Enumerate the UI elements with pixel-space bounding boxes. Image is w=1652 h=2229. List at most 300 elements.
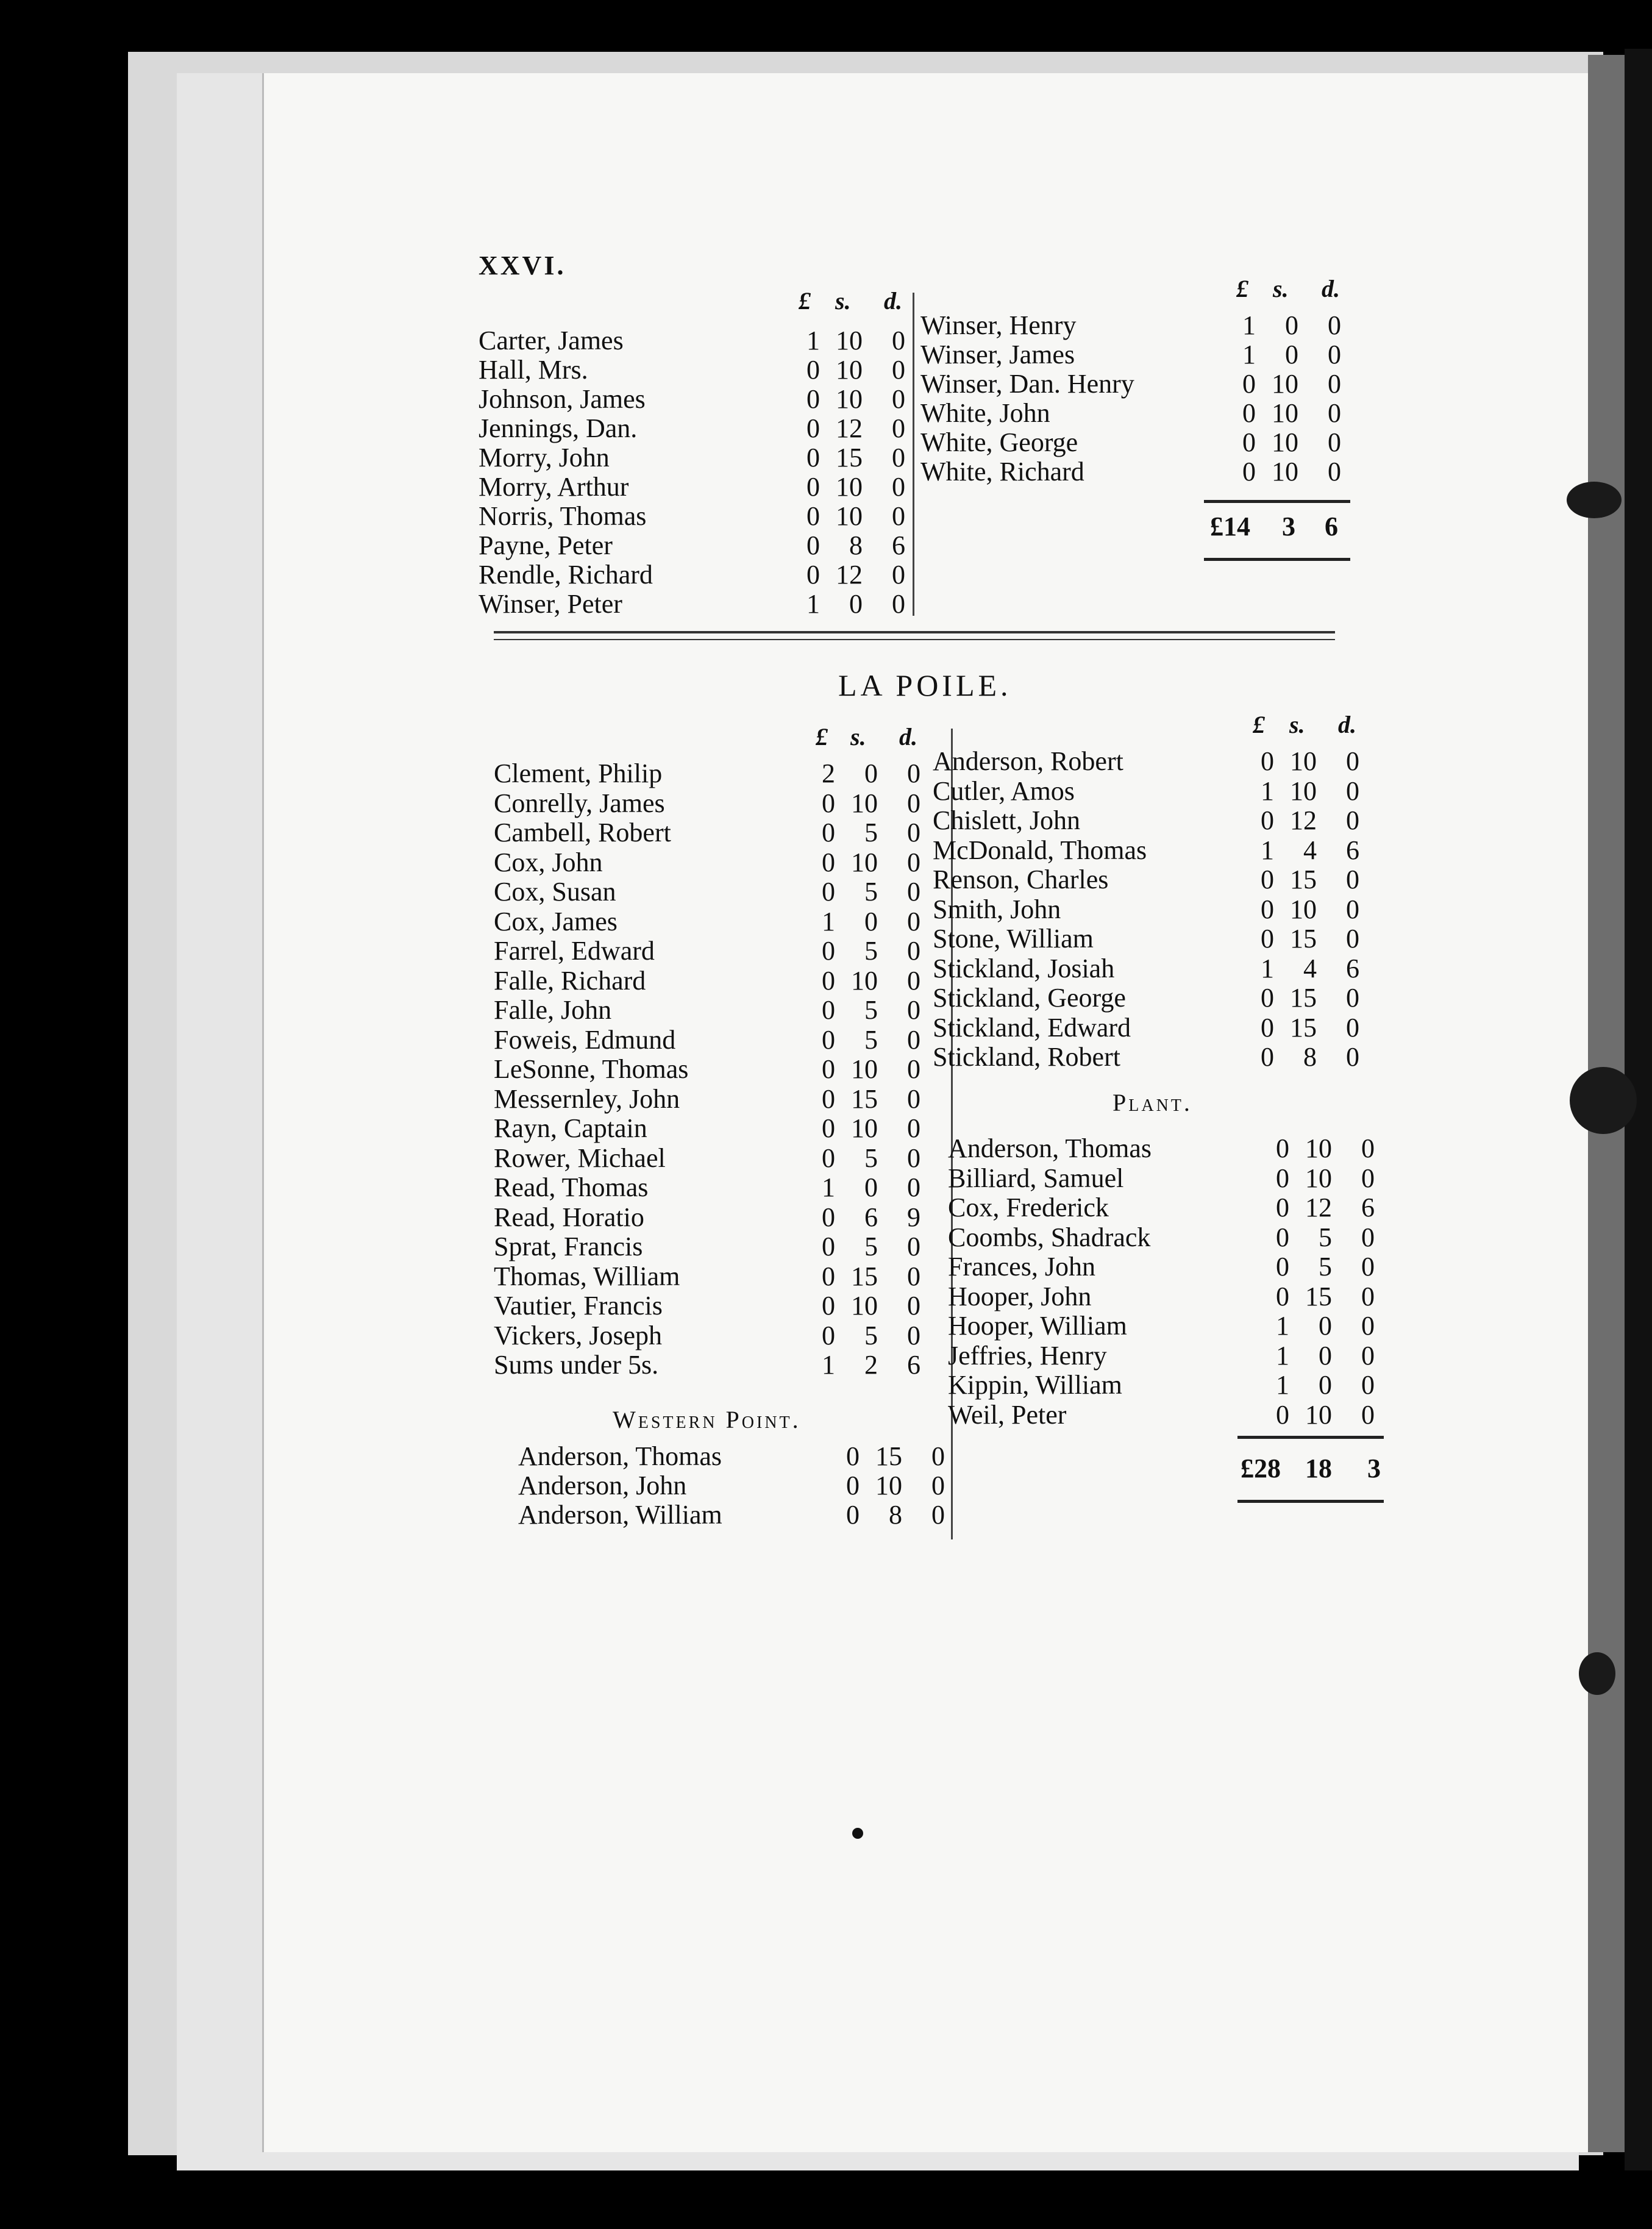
amount-shillings: 0 — [1319, 1340, 1332, 1371]
entry-name: Cox, Susan — [494, 877, 616, 907]
amount-pence: 0 — [1361, 1281, 1375, 1311]
section-divider — [494, 631, 1335, 633]
amount-pounds: 0 — [1242, 369, 1256, 399]
entry-name: Cox, John — [494, 847, 603, 877]
amount-shillings: 10 — [1272, 427, 1298, 457]
entry-name: Jennings, Dan. — [479, 413, 638, 443]
amount-shillings: 5 — [864, 1232, 878, 1261]
entry-amount — [1265, 1311, 1375, 1341]
amount-shillings: 10 — [1272, 369, 1298, 399]
amount-pounds: 0 — [1242, 457, 1256, 487]
amount-shillings: 10 — [836, 326, 863, 355]
amount-shillings: 5 — [864, 936, 878, 966]
entry-name: Cambell, Robert — [494, 818, 671, 847]
entry-amount — [796, 502, 905, 531]
amount-pence: 0 — [907, 1143, 920, 1173]
entry-name: Coombs, Shadrack — [948, 1222, 1151, 1252]
entry-name: Sprat, Francis — [494, 1232, 643, 1261]
total-rule — [1204, 558, 1350, 561]
amount-shillings: 10 — [851, 965, 878, 996]
amount-pence: 0 — [1346, 1012, 1359, 1043]
entry-amount — [1231, 399, 1341, 428]
pence-heading: d. — [899, 723, 917, 751]
amount-pounds: 1 — [822, 1350, 835, 1380]
entry-amount — [796, 385, 905, 414]
amount-shillings: 10 — [875, 1471, 902, 1500]
entry-name: Stone, William — [933, 924, 1094, 954]
amount-pence: 0 — [907, 965, 920, 996]
ink-speck — [852, 1828, 863, 1839]
entry-name: Carter, James — [479, 326, 624, 355]
amount-shillings: 0 — [1285, 310, 1298, 340]
entry-amount — [1250, 865, 1359, 894]
entry-name: Vickers, Joseph — [494, 1320, 662, 1350]
amount-shillings: 10 — [836, 501, 863, 531]
entry-amount — [835, 1471, 945, 1500]
amount-shillings: 5 — [1319, 1252, 1332, 1282]
amount-shillings: 15 — [875, 1441, 902, 1471]
entry-name: Read, Horatio — [494, 1202, 644, 1232]
entry-amount — [1231, 369, 1341, 399]
amount-pounds: 0 — [846, 1471, 860, 1500]
entry-name: Messernley, John — [494, 1083, 680, 1114]
entry-amount — [1250, 836, 1359, 865]
entry-name: Jeffries, Henry — [948, 1340, 1107, 1371]
entry-amount — [811, 1232, 920, 1261]
amount-pounds: 0 — [822, 1202, 835, 1232]
entry-name: Johnson, James — [479, 384, 646, 414]
pounds-heading: £ — [1236, 275, 1248, 302]
entry-name: Frances, John — [948, 1252, 1095, 1282]
amount-pence: 6 — [1346, 953, 1359, 983]
entry-name: Stickland, George — [933, 983, 1126, 1013]
amount-pounds: 0 — [822, 1232, 835, 1261]
entry-amount — [1265, 1193, 1375, 1222]
amount-shillings: 5 — [864, 1024, 878, 1055]
amount-pence: 0 — [892, 589, 905, 619]
amount-pounds: 1 — [1276, 1340, 1289, 1371]
entry-amount — [1231, 428, 1341, 457]
entry-name: Smith, John — [933, 894, 1061, 924]
entry-amount — [796, 414, 905, 443]
amount-pounds: 0 — [822, 995, 835, 1025]
amount-pence: 0 — [1361, 1311, 1375, 1341]
entry-amount — [811, 907, 920, 936]
amount-pence: 0 — [907, 1291, 920, 1321]
amount-shillings: 10 — [1272, 457, 1298, 487]
entry-amount — [811, 1025, 920, 1055]
amount-pence: 0 — [1346, 746, 1359, 776]
entry-name: Foweis, Edmund — [494, 1024, 676, 1055]
entry-name: Vautier, Francis — [494, 1291, 663, 1321]
total-pounds: £28 — [1241, 1453, 1281, 1483]
amount-pounds: 0 — [1261, 1042, 1274, 1072]
amount-pence: 6 — [907, 1350, 920, 1380]
amount-pence: 0 — [907, 758, 920, 788]
entry-name: Winser, Henry — [920, 310, 1077, 340]
amount-shillings: 10 — [1290, 894, 1317, 924]
entry-amount — [811, 1262, 920, 1291]
amount-pounds: 0 — [822, 1024, 835, 1055]
amount-pence: 0 — [892, 326, 905, 355]
amount-pounds: 0 — [822, 1320, 835, 1350]
entry-amount — [1250, 1043, 1359, 1072]
entry-amount — [811, 1114, 920, 1143]
amount-shillings: 0 — [1319, 1370, 1332, 1400]
amount-pence: 0 — [1328, 398, 1341, 428]
amount-shillings: 0 — [1319, 1311, 1332, 1341]
entry-name: Anderson, Thomas — [518, 1441, 722, 1471]
amount-pounds: 0 — [846, 1441, 860, 1471]
amount-pounds: 0 — [822, 1261, 835, 1291]
amount-pence: 0 — [1346, 983, 1359, 1013]
amount-pence: 0 — [907, 936, 920, 966]
entry-amount — [811, 759, 920, 788]
entry-name: Stickland, Edward — [933, 1012, 1131, 1043]
amount-pence: 0 — [1328, 457, 1341, 487]
amount-pounds: 1 — [1261, 835, 1274, 865]
entry-name: Anderson, William — [518, 1500, 722, 1530]
amount-pounds: 0 — [822, 936, 835, 966]
amount-pence: 0 — [907, 818, 920, 847]
entry-amount — [811, 966, 920, 996]
entry-amount — [835, 1500, 945, 1530]
amount-pounds: 1 — [1242, 340, 1256, 369]
amount-shillings: 8 — [849, 530, 863, 560]
amount-shillings: 0 — [1285, 340, 1298, 369]
amount-shillings: 5 — [864, 877, 878, 907]
amount-pounds: 0 — [1276, 1281, 1289, 1311]
pounds-heading: £ — [1253, 711, 1265, 738]
total-rule — [1237, 1500, 1384, 1503]
amount-pounds: 1 — [1261, 953, 1274, 983]
entry-name: Thomas, William — [494, 1261, 680, 1291]
ink-blot — [1567, 482, 1622, 518]
amount-pence: 6 — [1346, 835, 1359, 865]
entry-amount — [1265, 1223, 1375, 1252]
ink-blot — [1570, 1067, 1637, 1134]
amount-shillings: 10 — [1290, 746, 1317, 776]
amount-pence: 0 — [1361, 1163, 1375, 1193]
entry-name: White, Richard — [920, 457, 1084, 487]
amount-pounds: 0 — [806, 413, 820, 443]
amount-pounds: 1 — [1242, 310, 1256, 340]
amount-pence: 0 — [1328, 310, 1341, 340]
amount-pence: 0 — [892, 560, 905, 590]
shillings-heading: s. — [850, 723, 866, 751]
amount-pounds: 1 — [1276, 1370, 1289, 1400]
amount-pounds: 0 — [1261, 805, 1274, 835]
section-divider — [494, 639, 1335, 640]
amount-shillings: 12 — [1305, 1193, 1332, 1222]
amount-pounds: 0 — [1276, 1222, 1289, 1252]
amount-shillings: 15 — [1290, 983, 1317, 1013]
amount-shillings: 12 — [836, 413, 863, 443]
entry-name: LeSonne, Thomas — [494, 1054, 689, 1084]
total-rule — [1237, 1436, 1384, 1439]
entry-name: Falle, John — [494, 995, 612, 1025]
amount-pence: 0 — [931, 1500, 945, 1530]
entry-name: Renson, Charles — [933, 865, 1109, 894]
amount-pence: 0 — [892, 472, 905, 502]
amount-pence: 0 — [892, 355, 905, 385]
entry-name: Falle, Richard — [494, 965, 646, 996]
entry-amount — [835, 1442, 945, 1471]
plant-heading: Plant. — [1113, 1089, 1192, 1116]
amount-pence: 0 — [1328, 369, 1341, 399]
amount-pence: 0 — [892, 384, 905, 414]
amount-shillings: 15 — [836, 443, 863, 473]
entry-name: Rendle, Richard — [479, 560, 653, 590]
entry-amount — [811, 1203, 920, 1232]
amount-pounds: 0 — [806, 530, 820, 560]
amount-pounds: 1 — [1261, 776, 1274, 806]
entry-name: Cutler, Amos — [933, 776, 1075, 806]
entry-amount — [1231, 457, 1341, 487]
amount-pence: 0 — [907, 1054, 920, 1084]
entry-amount — [811, 818, 920, 847]
entry-name: Anderson, Thomas — [948, 1133, 1152, 1163]
amount-pence: 0 — [1361, 1133, 1375, 1163]
entry-amount — [1265, 1134, 1375, 1163]
amount-shillings: 15 — [1290, 1012, 1317, 1043]
entry-name: Payne, Peter — [479, 530, 613, 560]
amount-pence: 6 — [892, 530, 905, 560]
amount-pounds: 0 — [806, 472, 820, 502]
amount-shillings: 10 — [1305, 1133, 1332, 1163]
amount-pence: 0 — [1328, 340, 1341, 369]
entry-amount — [1250, 747, 1359, 776]
amount-pence: 0 — [907, 788, 920, 818]
entry-amount — [1250, 1013, 1359, 1043]
amount-pence: 0 — [907, 906, 920, 936]
amount-pounds: 0 — [806, 443, 820, 473]
pence-heading: d. — [1322, 275, 1340, 302]
entry-amount — [796, 326, 905, 355]
entry-amount — [811, 877, 920, 907]
amount-pounds: 0 — [806, 355, 820, 385]
amount-shillings: 2 — [864, 1350, 878, 1380]
amount-pence: 0 — [931, 1441, 945, 1471]
amount-pence: 0 — [907, 1083, 920, 1114]
amount-pounds: 0 — [1261, 865, 1274, 894]
entry-amount — [1250, 806, 1359, 835]
amount-pence: 0 — [907, 1261, 920, 1291]
entry-name: Hooper, John — [948, 1281, 1092, 1311]
amount-pounds: 0 — [822, 1054, 835, 1084]
entry-amount — [796, 355, 905, 385]
entry-name: Rower, Michael — [494, 1143, 666, 1173]
pounds-heading: £ — [816, 723, 828, 751]
top-total — [1210, 512, 1338, 541]
amount-shillings: 10 — [1290, 776, 1317, 806]
entry-name: Hall, Mrs. — [479, 355, 588, 385]
entry-name: Kippin, William — [948, 1370, 1122, 1400]
entry-amount — [1265, 1252, 1375, 1282]
la-poile-total — [1241, 1454, 1381, 1483]
total-rule — [1204, 500, 1350, 503]
total-pounds: £14 — [1210, 512, 1250, 541]
total-shillings: 18 — [1305, 1453, 1332, 1483]
amount-pounds: 0 — [822, 1113, 835, 1143]
amount-pounds: 0 — [1242, 398, 1256, 428]
amount-pounds: 0 — [822, 1143, 835, 1173]
amount-pounds: 0 — [806, 560, 820, 590]
amount-shillings: 0 — [864, 758, 878, 788]
amount-pence: 0 — [1361, 1340, 1375, 1371]
amount-shillings: 0 — [849, 589, 863, 619]
amount-pounds: 0 — [1276, 1163, 1289, 1193]
entry-amount — [811, 936, 920, 966]
amount-shillings: 15 — [1290, 924, 1317, 954]
amount-pence: 0 — [1361, 1222, 1375, 1252]
amount-shillings: 4 — [1303, 835, 1317, 865]
entry-name: Winser, Dan. Henry — [920, 369, 1134, 399]
amount-pence: 0 — [1361, 1399, 1375, 1430]
entry-name: White, George — [920, 427, 1078, 457]
amount-pence: 0 — [892, 443, 905, 473]
entry-name: Farrel, Edward — [494, 936, 655, 966]
amount-pence: 0 — [907, 1172, 920, 1202]
entry-amount — [1250, 954, 1359, 983]
amount-pence: 0 — [907, 995, 920, 1025]
amount-shillings: 15 — [1290, 865, 1317, 894]
amount-shillings: 10 — [836, 384, 863, 414]
amount-shillings: 12 — [836, 560, 863, 590]
entry-name: Cox, James — [494, 906, 618, 936]
entry-name: Stickland, Josiah — [933, 953, 1115, 983]
amount-pounds: 0 — [1242, 427, 1256, 457]
entry-name: Norris, Thomas — [479, 501, 647, 531]
entry-amount — [1265, 1341, 1375, 1371]
amount-shillings: 10 — [851, 788, 878, 818]
entry-amount — [1265, 1371, 1375, 1400]
entry-name: Billiard, Samuel — [948, 1163, 1124, 1193]
shillings-heading: s. — [1289, 711, 1305, 738]
amount-shillings: 15 — [1305, 1281, 1332, 1311]
amount-shillings: 15 — [851, 1261, 878, 1291]
entry-amount — [811, 848, 920, 877]
amount-shillings: 5 — [864, 1320, 878, 1350]
amount-pounds: 1 — [806, 326, 820, 355]
page-header: XXVI. — [479, 251, 566, 280]
entry-name: Stickland, Robert — [933, 1042, 1120, 1072]
amount-pounds: 0 — [1261, 983, 1274, 1013]
entry-amount — [1250, 777, 1359, 806]
amount-pence: 0 — [1346, 1042, 1359, 1072]
amount-pence: 9 — [907, 1202, 920, 1232]
amount-shillings: 5 — [864, 1143, 878, 1173]
pence-heading: d. — [1338, 711, 1356, 738]
amount-shillings: 4 — [1303, 953, 1317, 983]
amount-pence: 0 — [1346, 865, 1359, 894]
entry-name: Weil, Peter — [948, 1399, 1067, 1430]
amount-shillings: 15 — [851, 1083, 878, 1114]
amount-pence: 0 — [907, 1320, 920, 1350]
entry-name: Anderson, John — [518, 1471, 687, 1500]
pounds-heading: £ — [799, 287, 811, 315]
amount-pence: 0 — [1346, 805, 1359, 835]
amount-pounds: 0 — [1276, 1252, 1289, 1282]
amount-shillings: 0 — [864, 1172, 878, 1202]
shillings-heading: s. — [1273, 275, 1289, 302]
entry-amount — [1231, 311, 1341, 340]
amount-shillings: 10 — [851, 1054, 878, 1084]
entry-amount — [796, 443, 905, 473]
pence-heading: d. — [884, 287, 902, 315]
amount-pounds: 0 — [1276, 1193, 1289, 1222]
entry-name: Morry, John — [479, 443, 610, 473]
amount-pence: 0 — [1346, 894, 1359, 924]
entry-name: Winser, James — [920, 340, 1075, 369]
entry-name: Rayn, Captain — [494, 1113, 647, 1143]
amount-pence: 0 — [907, 1113, 920, 1143]
amount-pounds: 0 — [822, 1291, 835, 1321]
amount-pounds: 0 — [806, 384, 820, 414]
amount-shillings: 12 — [1290, 805, 1317, 835]
amount-shillings: 10 — [1272, 398, 1298, 428]
shillings-heading: s. — [835, 287, 851, 315]
amount-shillings: 8 — [889, 1500, 902, 1530]
amount-pence: 0 — [892, 501, 905, 531]
entry-name: McDonald, Thomas — [933, 835, 1147, 865]
amount-pence: 0 — [1328, 427, 1341, 457]
amount-shillings: 10 — [851, 1113, 878, 1143]
ink-blot — [1579, 1652, 1615, 1695]
entry-amount — [1250, 895, 1359, 924]
entry-amount — [1231, 340, 1341, 369]
entry-name: Clement, Philip — [494, 758, 663, 788]
section-title: LA POILE. — [838, 668, 1012, 702]
entry-amount — [796, 590, 905, 619]
amount-pounds: 0 — [822, 1083, 835, 1114]
amount-pence: 0 — [1361, 1252, 1375, 1282]
amount-shillings: 5 — [864, 995, 878, 1025]
amount-pounds: 0 — [806, 501, 820, 531]
entry-name: White, John — [920, 398, 1050, 428]
amount-pounds: 0 — [822, 965, 835, 996]
amount-pounds: 0 — [822, 788, 835, 818]
total-pence: 3 — [1367, 1453, 1381, 1483]
amount-pence: 0 — [907, 1024, 920, 1055]
amount-shillings: 10 — [1305, 1399, 1332, 1430]
entry-amount — [1265, 1400, 1375, 1430]
amount-pence: 0 — [907, 877, 920, 907]
entry-amount — [1250, 983, 1359, 1013]
amount-pence: 0 — [907, 847, 920, 877]
amount-pounds: 0 — [822, 877, 835, 907]
entry-name: Sums under 5s. — [494, 1350, 659, 1380]
amount-pounds: 0 — [1276, 1399, 1289, 1430]
entry-amount — [1265, 1282, 1375, 1311]
entry-name: Cox, Frederick — [948, 1193, 1109, 1222]
amount-shillings: 10 — [1305, 1163, 1332, 1193]
entry-amount — [796, 560, 905, 590]
column-divider — [913, 293, 914, 616]
amount-shillings: 10 — [836, 472, 863, 502]
entry-amount — [811, 1085, 920, 1114]
entry-amount — [811, 1144, 920, 1173]
entry-amount — [811, 1291, 920, 1321]
entry-name: Chislett, John — [933, 805, 1081, 835]
amount-pence: 0 — [1361, 1370, 1375, 1400]
amount-pounds: 0 — [1261, 894, 1274, 924]
entry-name: Conrelly, James — [494, 788, 665, 818]
amount-pounds: 0 — [822, 818, 835, 847]
amount-pounds: 1 — [1276, 1311, 1289, 1341]
amount-shillings: 0 — [864, 906, 878, 936]
amount-shillings: 6 — [864, 1202, 878, 1232]
